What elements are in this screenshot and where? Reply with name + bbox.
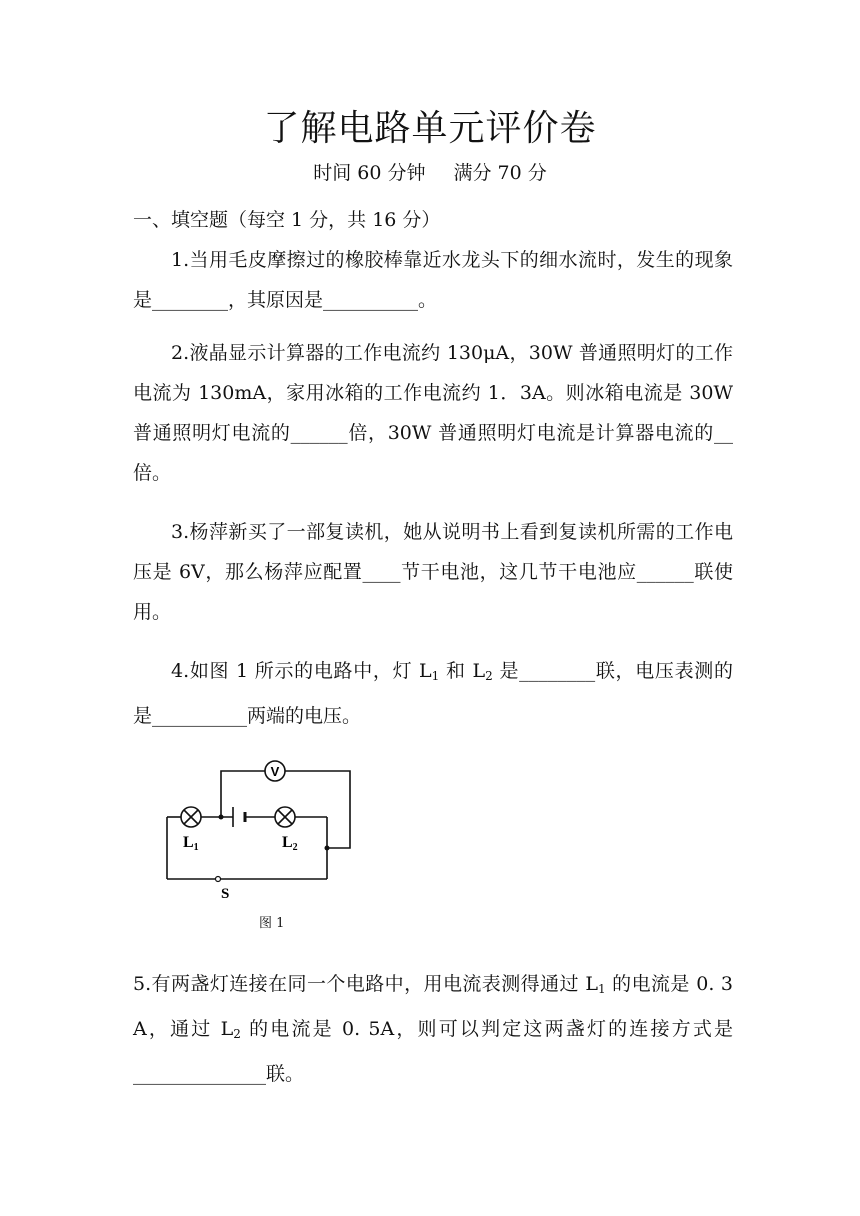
question-4: 4.如图 1 所示的电路中，灯 $L_1$ 和 $L_2$ 是________联，电压表测的是__________两端的电压。 [133,660,733,727]
exam-time: 时间 60 分钟 [313,162,426,184]
lamp-l2-label: L2 [282,834,298,853]
lamp-l1-label: L1 [183,834,199,853]
exam-score: 满分 70 分 [453,162,547,184]
question-2: 2.液晶显示计算器的工作电流约 130μA，30W 普通照明灯的工作电流为 130mA，家用冰箱的工作电流约 1．3A。则冰箱电流是 30W 普通照明灯电流的______倍，30W 普通照明灯电流是计算器电流的__倍。 [133,342,733,484]
page-title: 了解电路单元评价卷 [263,108,597,149]
question-1: 1.当用毛皮摩擦过的橡胶棒靠近水龙头下的细水流时，发生的现象是________，其原因是__________。 [133,249,733,311]
circuit-diagram [155,755,365,900]
section-heading: 一、填空题（每空 1 分，共 16 分） [133,209,441,231]
question-5: 5.有两盏灯连接在同一个电路中，用电流表测得通过 $L_1$ 的电流是 0. 3 A，通过 $L_2$ 的电流是 0. 5A，则可以判定这两盏灯的连接方式是______________联。 [133,973,733,1085]
switch-label: S [221,886,230,900]
switch-icon [216,877,221,882]
question-3: 3.杨萍新买了一部复读机，她从说明书上看到复读机所需的工作电压是 6V，那么杨萍应配置____节干电池，这几节干电池应______联使用。 [133,521,733,623]
exam-info [0,158,860,185]
voltmeter-label: V [270,764,280,779]
figure-caption: 图 1 [259,916,285,931]
